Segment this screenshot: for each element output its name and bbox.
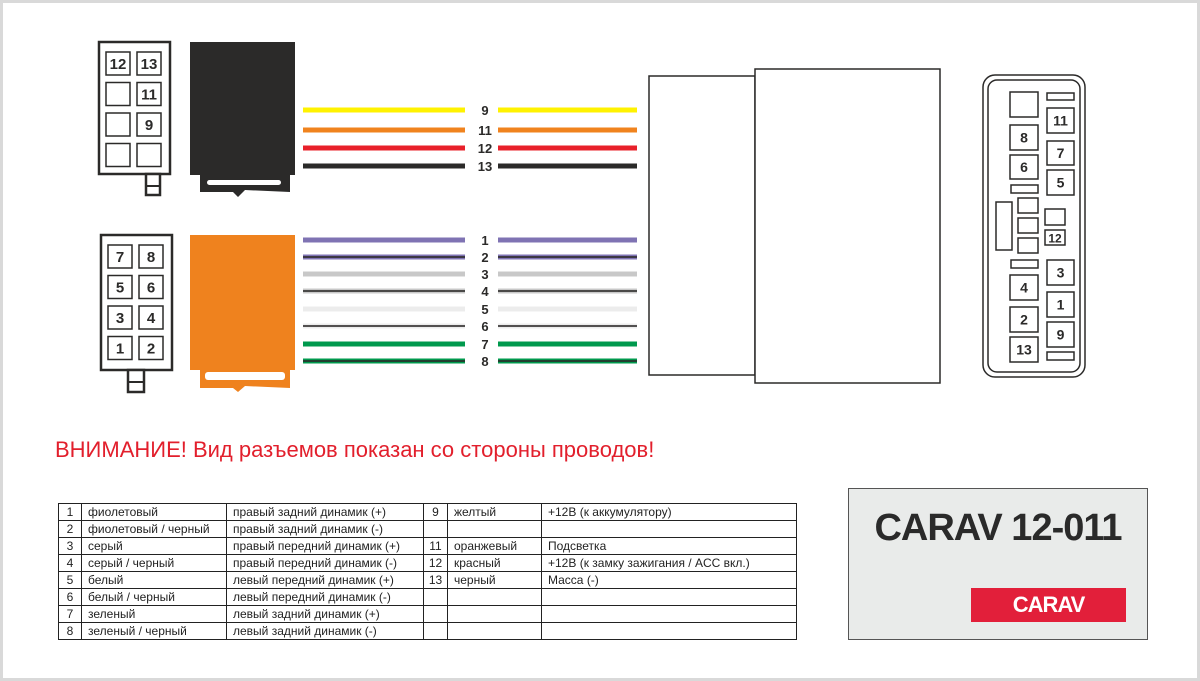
table-row [59,606,797,623]
table-cell [448,521,542,538]
pin-number: 7 [115,249,125,266]
table-cell: зеленый [82,606,227,623]
pin-cell [108,337,132,360]
table-row [59,538,797,555]
table-cell [542,623,797,640]
wire-label: 6 [481,319,489,334]
pin-number: 12 [109,56,127,73]
pin-cell [108,245,132,268]
table-cell: фиолетовый / черный [82,521,227,538]
table-cell: 6 [59,589,82,606]
wire-6 [303,319,637,334]
iso-blank-cavity [1045,209,1065,225]
wire-11 [303,123,637,138]
table-cell: правый задний динамик (+) [227,504,424,521]
table-row [59,589,797,606]
wire-5 [303,302,637,317]
wire-label: 8 [481,354,489,369]
table-cell: 3 [59,538,82,555]
wire-label: 11 [478,123,492,138]
wire-label: 5 [481,302,489,317]
table-row [59,504,797,521]
pin-number: 6 [146,279,156,297]
table-cell: 8 [59,623,82,640]
table-cell [424,623,448,640]
iso-pin-number: 9 [1056,326,1065,343]
table-cell: белый / черный [82,589,227,606]
wire-label: 3 [481,267,489,282]
wire-label: 9 [481,103,489,118]
pin-cell [106,113,130,136]
table-cell: 12 [424,555,448,572]
table-cell: 5 [59,572,82,589]
pin-number: 3 [115,310,125,327]
pinout-table [58,503,797,640]
iso-pin-number: 6 [1020,159,1028,175]
iso-blank-cavity [1011,185,1038,193]
wire-9 [303,103,637,118]
table-cell [448,623,542,640]
wire-13 [303,159,637,174]
wire-1 [303,233,637,248]
table-cell: левый задний динамик (-) [227,623,424,640]
iso-blank-cavity [996,202,1012,250]
table-cell: красный [448,555,542,572]
iso-pin-number: 13 [1016,341,1032,358]
table-cell [542,589,797,606]
table-cell: правый задний динамик (-) [227,521,424,538]
iso-blank-cavity [1018,238,1038,253]
top-connector-face [99,42,170,195]
table-row [59,572,797,589]
pin-cell [139,276,163,299]
table-cell: Подсветка [542,538,797,555]
table-cell: серый / черный [82,555,227,572]
table-cell: левый передний динамик (-) [227,589,424,606]
table-cell [542,521,797,538]
wire-label: 4 [481,284,489,299]
table-cell: правый передний динамик (-) [227,555,424,572]
table-cell: 13 [424,572,448,589]
wire-12 [303,141,637,156]
pin-cell [108,276,132,299]
pin-cell [106,83,130,106]
table-cell: белый [82,572,227,589]
pin-cell [139,245,163,268]
iso-blank-cavity [1018,218,1038,233]
table-cell [448,589,542,606]
table-row [59,623,797,640]
pin-number: 4 [146,310,156,327]
pin-number: 9 [144,117,154,134]
iso-blank-cavity [1010,92,1038,117]
wire-label: 2 [481,250,489,265]
table-cell [542,606,797,623]
table-cell: левый передний динамик (+) [227,572,424,589]
carav-logo: CARAV [971,588,1126,622]
table-cell [448,606,542,623]
table-cell: правый передний динамик (+) [227,538,424,555]
black-housing [190,42,295,197]
pin-cell [137,52,161,75]
iso-connector-face [983,75,1085,377]
table-cell: левый задний динамик (+) [227,606,424,623]
table-cell: серый [82,538,227,555]
table-cell: оранжевый [448,538,542,555]
wire-8 [303,354,637,369]
table-cell: зеленый / черный [82,623,227,640]
wire-4 [303,284,637,299]
table-cell: Масса (-) [542,572,797,589]
wire-label: 13 [477,159,493,174]
pin-number: 8 [146,249,156,266]
bottom-connector-face [101,235,172,392]
iso-pin-number: 12 [1048,231,1062,246]
table-cell: фиолетовый [82,504,227,521]
table-row [59,521,797,538]
orange-housing [190,235,295,392]
iso-blank-cavity [1011,260,1038,268]
wire-7 [303,337,637,352]
iso-pin-number: 4 [1020,279,1028,296]
table-cell: 1 [59,504,82,521]
iso-blank-cavity [1047,93,1074,100]
table-cell: 4 [59,555,82,572]
table-cell: +12В (к аккумулятору) [542,504,797,521]
brand-panel [848,488,1148,640]
model-number: CARAV 12-011 [874,507,1122,549]
pin-cell [108,306,132,329]
pin-cell [106,52,130,75]
table-cell: +12В (к замку зажигания / ACC вкл.) [542,555,797,572]
pin-cell [137,113,161,136]
wire-2 [303,250,637,265]
warning-text: ВНИМАНИЕ! Вид разъемов показан со стороны проводов! [55,437,655,462]
pin-cell [106,144,130,167]
table-cell: 2 [59,521,82,538]
pin-number: 1 [115,340,125,358]
iso-pin-number: 3 [1056,264,1065,281]
head-unit-plug [649,69,940,383]
pin-number: 13 [140,56,158,73]
table-cell [424,589,448,606]
pin-number: 2 [146,340,156,358]
wire-3 [303,267,637,282]
pin-number: 11 [141,86,157,104]
table-cell [424,606,448,623]
table-cell: черный [448,572,542,589]
table-cell: 9 [424,504,448,521]
iso-pin-number: 5 [1056,174,1065,191]
iso-pin-number: 1 [1056,296,1065,313]
iso-pin-number: 11 [1053,112,1068,129]
pin-number: 5 [115,279,125,297]
iso-pin-number: 7 [1056,145,1065,161]
table-cell: 11 [424,538,448,555]
wires [303,103,637,369]
pin-cell [137,144,161,167]
iso-pin-number: 8 [1020,129,1028,146]
iso-pin-number: 2 [1020,311,1028,328]
wire-label: 12 [477,141,493,156]
wire-label: 1 [481,233,489,248]
pin-cell [139,306,163,329]
table-cell: желтый [448,504,542,521]
table-row [59,555,797,572]
table-cell: 7 [59,606,82,623]
iso-blank-cavity [1018,198,1038,213]
iso-blank-cavity [1047,352,1074,360]
pin-cell [137,83,161,106]
pin-cell [139,337,163,360]
wire-label: 7 [481,337,489,352]
table-cell [424,521,448,538]
